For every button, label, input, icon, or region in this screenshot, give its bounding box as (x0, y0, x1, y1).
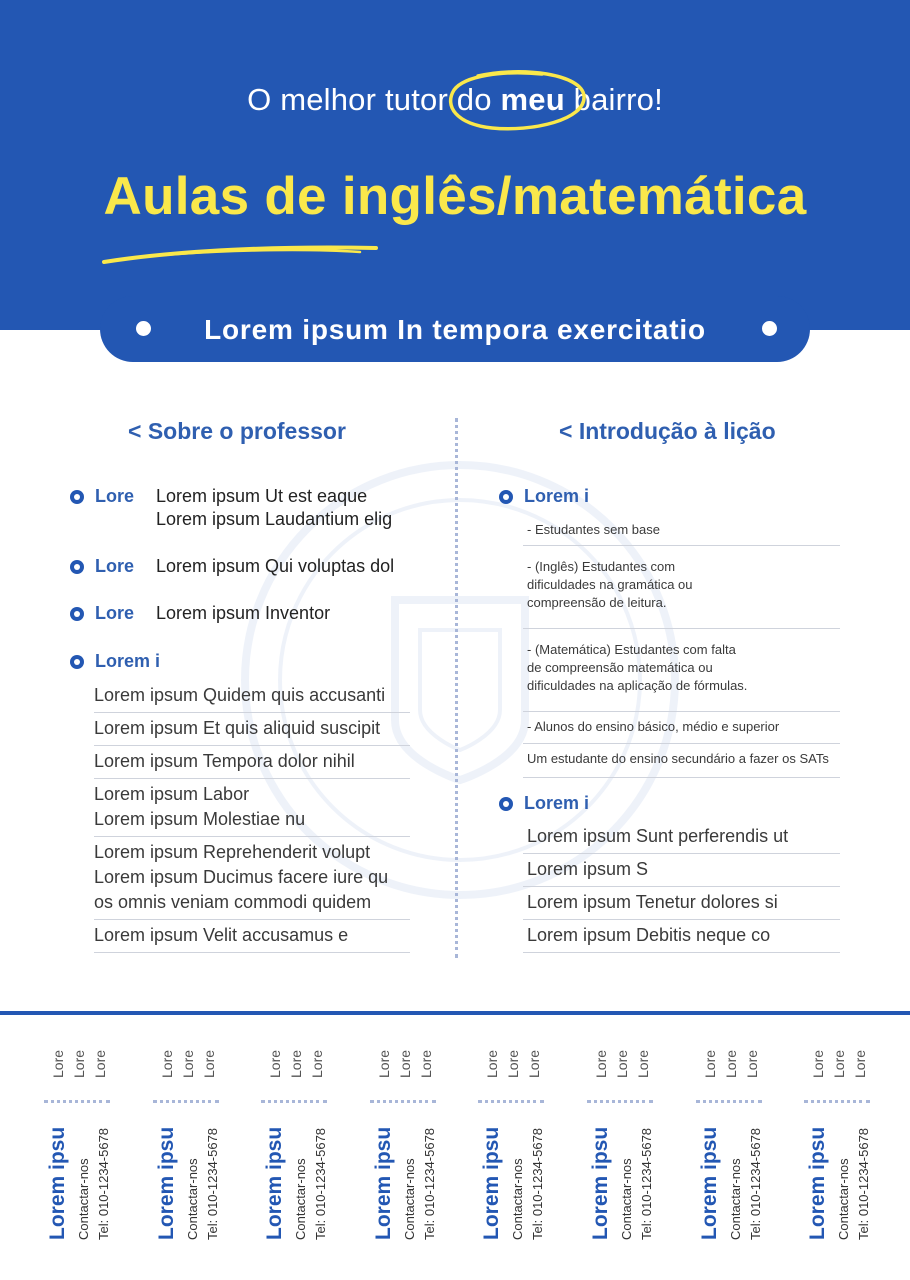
left-column-heading: < Sobre o professor (128, 418, 346, 444)
tab-contact: Contactar-nos (184, 1158, 200, 1240)
list-item: Um estudante do ensino secundário a fazer os SATs (523, 750, 840, 778)
tear-off-tab[interactable] (800, 1030, 908, 1270)
bullet-icon (70, 655, 84, 669)
list-item: Lorem ipsum Debitis neque co (523, 920, 840, 953)
tab-phone: Tel: 010-1234-5678 (96, 1127, 111, 1240)
tab-name: Lorem ipsu (371, 1126, 395, 1240)
banner (100, 296, 810, 362)
list-item: Lorem ipsum Quidem quis accusanti (94, 680, 410, 713)
tab-lore-text: Lore (288, 1049, 305, 1078)
list-item: Lorem ipsum Sunt perferendis ut (523, 821, 840, 854)
info-label: Lore (95, 486, 135, 506)
list-item: Lorem ipsum Tempora dolor nihil (94, 746, 410, 779)
list-label: Lorem i (95, 651, 161, 671)
list-label: Lorem i (524, 486, 590, 506)
tear-off-tab[interactable] (257, 1030, 365, 1270)
tab-lore-text: Lore (309, 1049, 326, 1078)
underline-scribble (100, 238, 380, 270)
list-item: Lorem ipsum S (523, 854, 840, 887)
tab-name: Lorem ipsu (697, 1126, 721, 1240)
tab-name: Lorem ipsu (263, 1126, 287, 1240)
highlight-circle-scribble (442, 66, 592, 138)
tear-off-tab[interactable] (366, 1030, 474, 1270)
tab-contact: Contactar-nos (401, 1158, 417, 1240)
list-item: Lorem ipsum Velit accusamus e (94, 920, 410, 953)
tab-lore-text: Lore (396, 1049, 413, 1078)
info-line: Lorem ipsum Qui voluptas dol (156, 556, 395, 576)
tab-name: Lorem ipsu (154, 1126, 178, 1240)
info-line: Lorem ipsum Laudantium elig (156, 509, 393, 529)
tab-lore-text: Lore (179, 1049, 196, 1078)
tab-lore-text: Lore (722, 1049, 739, 1078)
tab-contact: Contactar-nos (836, 1158, 852, 1240)
tear-off-tab[interactable] (40, 1030, 148, 1270)
tab-separator (261, 1100, 327, 1103)
column-divider (455, 418, 458, 958)
bullet-icon (499, 490, 513, 504)
list-item: Lorem ipsum Labor Lorem ipsum Molestiae nu (94, 779, 410, 837)
tab-lore-text: Lore (484, 1049, 501, 1078)
info-text (156, 485, 392, 531)
tab-separator (153, 1100, 219, 1103)
tagline-end: bairro! (564, 82, 663, 117)
tab-lore-text: Lore (743, 1049, 760, 1078)
tear-off-tab[interactable] (692, 1030, 800, 1270)
tear-off-line (0, 1011, 910, 1015)
tab-phone: Tel: 010-1234-5678 (530, 1127, 546, 1240)
tab-lore-text: Lore (526, 1049, 543, 1078)
tab-lore-text: Lore (614, 1049, 630, 1078)
list-item: Lorem ipsum Et quis aliquid suscipit (94, 713, 410, 746)
tear-off-tab[interactable] (474, 1030, 582, 1270)
tab-contact: Contactar-nos (76, 1158, 91, 1240)
info-text (156, 602, 330, 625)
tab-lore-text: Lore (852, 1049, 869, 1078)
tab-contact: Contactar-nos (727, 1158, 743, 1240)
banner-dot-right (762, 321, 777, 336)
page-title: Aulas de inglês/matemática (103, 167, 807, 226)
info-line: Lorem ipsum Inventor (156, 603, 331, 623)
tab-separator (587, 1100, 653, 1103)
tab-separator (804, 1100, 870, 1103)
tab-name: Lorem ipsu (806, 1126, 830, 1240)
tab-contact: Contactar-nos (510, 1158, 526, 1240)
tab-separator (696, 1100, 762, 1103)
tab-contact: Contactar-nos (293, 1158, 309, 1240)
tab-phone: Tel: 010-1234-5678 (747, 1127, 763, 1240)
tear-off-tab[interactable] (583, 1030, 691, 1270)
tear-off-tab[interactable] (149, 1030, 257, 1270)
tab-phone: Tel: 010-1234-5678 (639, 1127, 654, 1240)
tab-lore-text: Lore (593, 1049, 609, 1078)
right-column-heading: < Introdução à lição (559, 418, 776, 444)
tab-lore-text: Lore (375, 1049, 392, 1078)
tab-name: Lorem ipsu (589, 1126, 612, 1240)
tab-phone: Tel: 010-1234-5678 (856, 1127, 872, 1240)
tab-separator (370, 1100, 436, 1103)
tab-phone: Tel: 010-1234-5678 (204, 1127, 220, 1240)
list-item: - Alunos do ensino básico, médio e superior (523, 718, 840, 744)
tagline-start: O melhor tutor do (247, 82, 501, 117)
tab-lore-text: Lore (701, 1049, 718, 1078)
tab-lore-text: Lore (200, 1049, 217, 1078)
bullet-icon (499, 797, 513, 811)
list-item: Lorem ipsum Reprehenderit volupt Lorem ipsum Ducimus facere iure qu os omnis veniam commodi quidem (94, 837, 410, 920)
tab-lore-text: Lore (71, 1049, 87, 1078)
tab-lore-text: Lore (831, 1049, 848, 1078)
list-item: - (Matemática) Estudantes com falta de compreensão matemática ou dificuldades na aplicação de fórmulas. (523, 641, 840, 712)
tab-name: Lorem ipsu (480, 1126, 504, 1240)
list-item: - (Inglês) Estudantes com dificuldades na gramática ou compreensão de leitura. (523, 558, 840, 629)
tab-lore-text: Lore (50, 1049, 66, 1078)
tab-phone: Tel: 010-1234-5678 (421, 1127, 437, 1240)
info-text (156, 555, 394, 578)
list-item: - Estudantes sem base (523, 518, 840, 546)
tab-lore-text: Lore (810, 1049, 827, 1078)
info-label: Lore (95, 603, 135, 623)
bullet-icon (70, 490, 84, 504)
tagline-highlight: meu (500, 82, 565, 117)
tab-lore-text: Lore (417, 1049, 434, 1078)
info-label: Lore (95, 556, 135, 576)
tab-lore-text: Lore (505, 1049, 522, 1078)
tab-separator (44, 1100, 110, 1103)
bullet-icon (70, 607, 84, 621)
tab-lore-text: Lore (635, 1049, 651, 1078)
list-label: Lorem i (524, 793, 590, 813)
tab-name: Lorem ipsu (46, 1126, 69, 1240)
tab-lore-text: Lore (158, 1049, 175, 1078)
tab-lore-text: Lore (267, 1049, 284, 1078)
info-line: Lorem ipsum Ut est eaque (156, 486, 368, 506)
header-band (0, 0, 910, 330)
tab-lore-text: Lore (92, 1049, 108, 1078)
banner-text: Lorem ipsum In tempora exercitatio (204, 314, 706, 345)
list-item: Lorem ipsum Tenetur dolores si (523, 887, 840, 920)
bullet-icon (70, 560, 84, 574)
tab-separator (478, 1100, 544, 1103)
tab-contact: Contactar-nos (619, 1158, 634, 1240)
tab-phone: Tel: 010-1234-5678 (313, 1127, 329, 1240)
